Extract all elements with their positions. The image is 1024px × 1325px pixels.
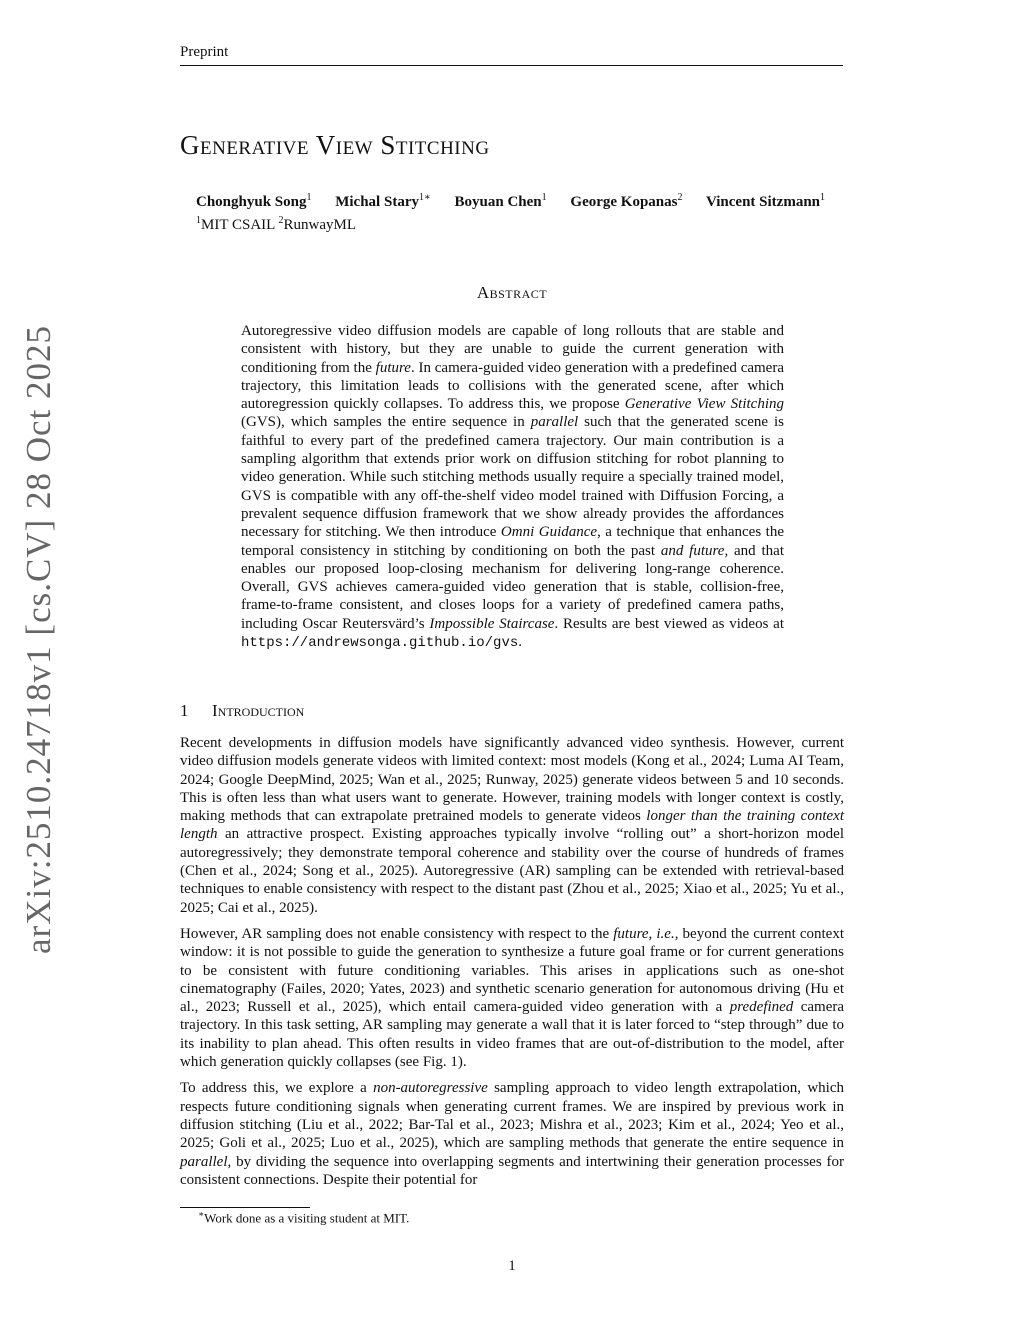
section-number: 1	[180, 701, 189, 720]
author: Chonghyuk Song$^1$	[196, 192, 312, 210]
introduction-body	[180, 734, 844, 1197]
author-list	[196, 192, 825, 211]
footnote: ∗Work done as a visiting student at MIT.	[198, 1209, 410, 1226]
project-url-link[interactable]: https://andrewsonga.github.io/gvs	[241, 635, 519, 652]
paragraph: However, AR sampling does not enable consistency with respect to the future, i.e., beyond the current context window: it is not possible to guide the generation to synthesize a future goal frame or for current generations to be consistent with future conditioning variables. This arises in applications such as one-shot cinematography (Failes, 2020; Yates, 2023) and synthetic scenario generation for autonomous driving (Hu et al., 2023; Russell et al., 2025), which entail camera-guided video generation with a predefined camera trajectory. In this task setting, AR sampling may generate a wall that it is later forced to “step through” due to its inability to plan ahead. This often results in video frames that are out-of-distribution to the model, after which generation quickly collapses (see Fig. 1).	[180, 925, 844, 1071]
paper-title: Generative View Stitching	[180, 130, 490, 160]
paragraph: Recent developments in diffusion models have significantly advanced video synthesis. However, current video diffusion models generate videos with limited context: most models (Kong et al., 2024; Luma AI Team, 2024; Google DeepMind, 2025; Wan et al., 2025; Runway, 2025) generate videos between 5 and 10 seconds. This is often less than what users want to generate. However, training models with longer context is costly, making methods that can extrapolate pretrained models to generate videos longer than the training context length an attractive prospect. Existing approaches typically involve “rolling out” a short-horizon model autoregressively; they demonstrate temporal coherence and stability over the course of hundreds of frames (Chen et al., 2024; Song et al., 2025). Autoregressive (AR) sampling can be extended with retrieval-based techniques to enable consistency with respect to the distant past (Zhou et al., 2025; Xiao et al., 2025; Yu et al., 2025; Cai et al., 2025).	[180, 735, 844, 916]
author: George Kopanas$^2$	[570, 192, 683, 210]
arxiv-stamp: arXiv:2510.24718v1 [cs.CV] 28 Oct 2025	[19, 324, 58, 954]
running-header: Preprint	[180, 44, 843, 66]
abstract-text: Autoregressive video diffusion models are capable of long rollouts that are stable and consistent with history, but they are unable to guide the current generation with conditioning from the future. In camera-guided video generation with a predefined camera trajectory, this limitation leads to collisions with the generated scene, after which autoregression quickly collapses. To address this, we propose Generative View Stitching (GVS), which samples the entire sequence in parallel such that the generated scene is faithful to every part of the predefined camera trajectory. Our main contribution is a sampling algorithm that extends prior work on diffusion stitching for robot planning to video generation. While such stitching methods usually require a specially trained model, GVS is compatible with any off-the-shelf video model trained with Diffusion Forcing, a prevalent sequence diffusion framework that we show already provides the affordances necessary for stitching. We then introduce Omni Guidance, a technique that enhances the temporal consistency in stitching by conditioning on both the past and future, and that enables our proposed loop-closing mechanism for delivering long-range coherence. Overall, GVS achieves camera-guided video generation that is stable, collision-free, frame-to-frame consistent, and closes loops for a variety of predefined camera paths, including Oscar Reutersvärd’s Impossible Staircase. Results are best viewed as videos at https://andrewsonga.github.io/gvs.	[241, 323, 785, 652]
abstract-heading: Abstract	[476, 283, 548, 302]
section-title: Introduction	[212, 701, 305, 720]
footnote-rule	[180, 1207, 310, 1208]
paragraph: To address this, we explore a non-autoregressive sampling approach to video length extrapolation, which respects future conditioning signals when generating current frames. We are inspired by previous work in diffusion stitching (Liu et al., 2022; Bar-Tal et al., 2023; Mishra et al., 2023; Kim et al., 2024; Yeo et al., 2025; Goli et al., 2025; Luo et al., 2025), which are sampling methods that generate the entire sequence in parallel, by dividing the sequence into overlapping segments and intertwining their generation processes for consistent connections. Despite their potential for	[180, 1080, 844, 1188]
author: Vincent Sitzmann$^1$	[705, 192, 826, 210]
author: Michal Stary$^{1∗}$	[335, 192, 431, 210]
page-number: 1	[508, 1258, 516, 1274]
section-heading	[180, 701, 304, 721]
author: Boyuan Chen$^1$	[454, 192, 547, 210]
affiliations: $^1$MIT CSAIL $^2$RunwayML	[196, 215, 357, 233]
